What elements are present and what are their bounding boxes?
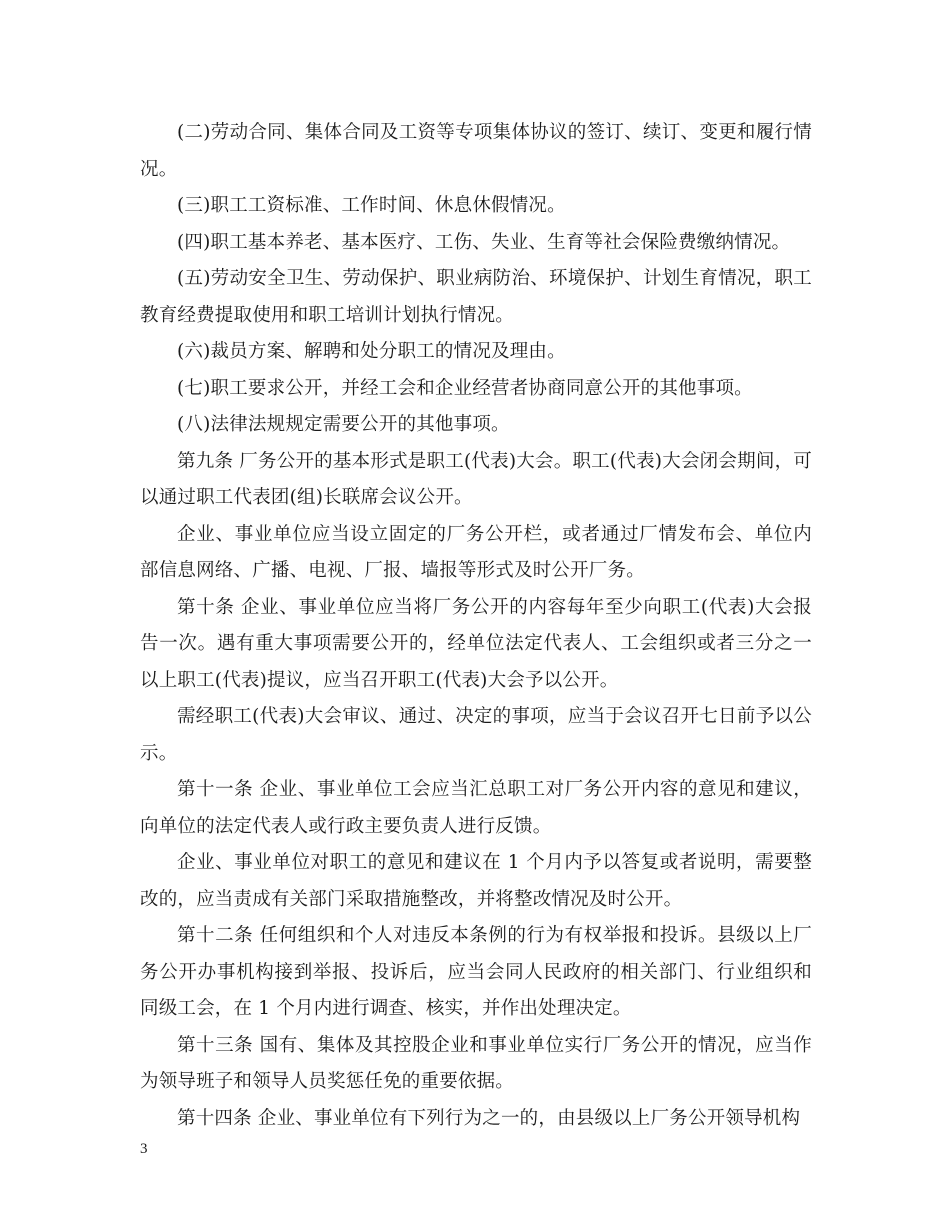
paragraph-item-4: (四)职工基本养老、基本医疗、工伤、失业、生育等社会保险费缴纳情况。 [177, 231, 791, 253]
page-number: 3 [140, 1141, 148, 1157]
article-9-paragraph-2: 企业、事业单位应当设立固定的厂务公开栏，或者通过厂情发布会、单位内部信息网络、广播、电视、厂报、墙报等形式及时公开厂务。 [140, 523, 812, 581]
article-14: 第十四条 企业、事业单位有下列行为之一的，由县级以上厂务公开领导机构 [177, 1107, 801, 1129]
paragraph-item-7: (七)职工要求公开，并经工会和企业经营者协商同意公开的其他事项。 [177, 377, 753, 399]
paragraph-item-5: (五)劳动安全卫生、劳动保护、职业病防治、环境保护、计划生育情况，职工教育经费提取使用和职工培训计划执行情况。 [140, 268, 812, 326]
article-10-paragraph-2: 需经职工(代表)大会审议、通过、决定的事项，应当于会议召开七日前予以公示。 [140, 706, 812, 764]
article-11: 第十一条 企业、事业单位工会应当汇总职工对厂务公开内容的意见和建议，向单位的法定代表人或行政主要负责人进行反馈。 [140, 779, 812, 837]
paragraph-item-6: (六)裁员方案、解聘和处分职工的情况及理由。 [177, 341, 566, 362]
article-11-paragraph-2: 企业、事业单位对职工的意见和建议在 1 个月内予以答复或者说明，需要整改的，应当责成有关部门采取措施整改，并将整改情况及时公开。 [140, 852, 812, 910]
article-10: 第十条 企业、事业单位应当将厂务公开的内容每年至少向职工(代表)大会报告一次。遇有重大事项需要公开的，经单位法定代表人、工会组织或者三分之一以上职工(代表)提议，应当召开职工(代表)大会予以公开。 [140, 596, 812, 691]
article-9: 第九条 厂务公开的基本形式是职工(代表)大会。职工(代表)大会闭会期间，可以通过职工代表团(组)长联席会议公开。 [140, 450, 812, 508]
paragraph-item-8: (八)法律法规规定需要公开的其他事项。 [177, 414, 510, 435]
article-13: 第十三条 国有、集体及其控股企业和事业单位实行厂务公开的情况，应当作为领导班子和领导人员奖惩任免的重要依据。 [140, 1034, 812, 1092]
paragraph-item-2: (二)劳动合同、集体合同及工资等专项集体协议的签订、续订、变更和履行情况。 [140, 122, 812, 180]
paragraph-item-3: (三)职工工资标准、工作时间、休息休假情况。 [177, 195, 566, 216]
document-body [140, 115, 812, 1137]
article-12: 第十二条 任何组织和个人对违反本条例的行为有权举报和投诉。县级以上厂务公开办事机构接到举报、投诉后，应当会同人民政府的相关部门、行业组织和同级工会，在 1 个月内进行调查、核实，并作出处理决定。 [140, 925, 812, 1019]
